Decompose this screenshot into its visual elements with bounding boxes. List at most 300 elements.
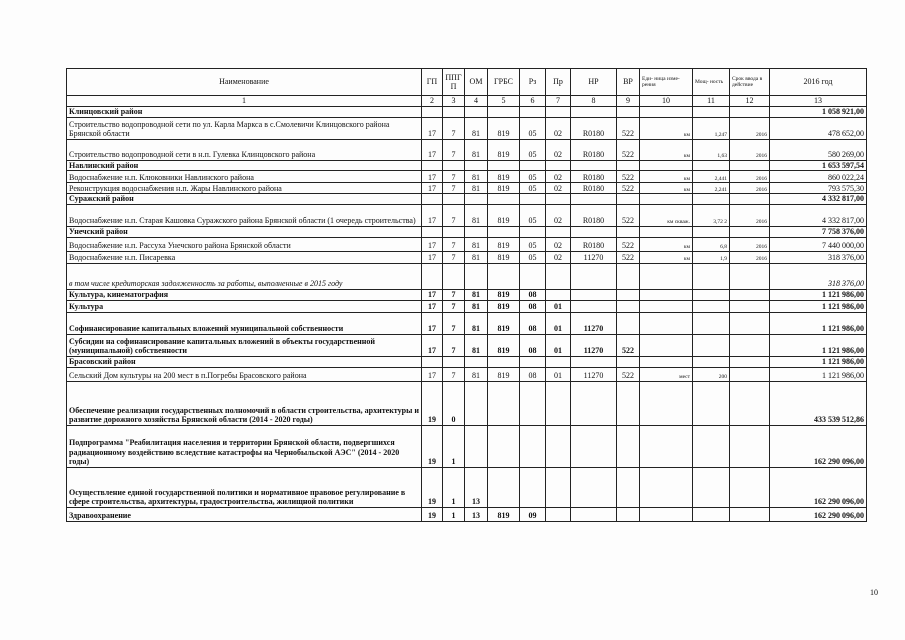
table-row [67,107,867,118]
page-number: 10 [870,588,878,597]
row-rz: 08 [520,289,546,300]
row-rz [520,263,546,289]
row-sum: 4 332 817,00 [770,204,867,226]
row-om: 13 [465,507,488,521]
row-term: 2016 [730,139,770,160]
row-gp: 17 [422,289,443,300]
row-ppgp: 7 [443,204,465,226]
header-ppgp: ППГ П [443,69,465,96]
row-capacity: 1,63 [693,139,730,160]
row-capacity [693,194,730,205]
row-om: 81 [465,367,488,381]
row-vr [617,300,640,312]
row-ppgp [443,263,465,289]
row-nr [571,425,617,467]
row-grbs: 819 [488,300,520,312]
row-grbs: 819 [488,171,520,183]
row-ppgp: 7 [443,117,465,139]
row-rz: 08 [520,367,546,381]
row-vr: 522 [617,367,640,381]
row-vr: 522 [617,139,640,160]
row-unit: км скваж. [640,204,693,226]
row-sum: 1 121 986,00 [770,367,867,381]
row-vr: 522 [617,251,640,263]
header-unit: Еди- ница изме- рения [640,69,693,96]
row-ppgp [443,226,465,237]
row-pr [546,467,571,507]
row-capacity [693,263,730,289]
row-capacity [693,312,730,334]
row-capacity: 3,72 2 [693,204,730,226]
row-nr [571,381,617,425]
row-vr [617,381,640,425]
table-row [67,237,867,251]
table-row [67,312,867,334]
row-grbs [488,194,520,205]
table-row [67,381,867,425]
row-unit [640,289,693,300]
row-om: 13 [465,467,488,507]
row-capacity [693,160,730,171]
row-pr [546,263,571,289]
row-grbs: 819 [488,312,520,334]
row-gp: 17 [422,139,443,160]
row-rz [520,381,546,425]
row-unit [640,381,693,425]
row-vr [617,160,640,171]
row-name: Водоснабжение н.п. Клюковники Навлинского района [67,171,422,183]
row-pr [546,226,571,237]
budget-table [66,68,867,522]
row-capacity: 6,8 [693,237,730,251]
table-row [67,467,867,507]
table-row [67,117,867,139]
row-nr [571,160,617,171]
row-pr: 02 [546,117,571,139]
row-grbs [488,425,520,467]
row-rz [520,194,546,205]
row-gp: 17 [422,171,443,183]
row-name: Водоснабжение н.п. Писаревка [67,251,422,263]
row-nr [571,467,617,507]
column-number: 7 [546,96,571,107]
row-rz [520,160,546,171]
row-ppgp: 7 [443,334,465,356]
row-capacity [693,507,730,521]
row-om [465,194,488,205]
row-grbs: 819 [488,117,520,139]
header-capacity: Мощ- ность [693,69,730,96]
row-unit: км [640,139,693,160]
row-sum: 162 290 096,00 [770,467,867,507]
row-nr [571,263,617,289]
row-name: Строительство водопроводной сети в н.п. Гулевка Клинцовского района [67,139,422,160]
row-ppgp: 1 [443,425,465,467]
row-name: Клинцовский район [67,107,422,118]
row-grbs: 819 [488,251,520,263]
row-capacity [693,381,730,425]
row-om [465,381,488,425]
row-om: 81 [465,300,488,312]
row-name: Навлинский район [67,160,422,171]
row-nr: R0180 [571,237,617,251]
row-name: Культура, кинематография [67,289,422,300]
row-gp [422,356,443,367]
row-om [465,425,488,467]
row-gp: 19 [422,425,443,467]
row-rz: 08 [520,312,546,334]
table-row [67,507,867,521]
row-term: 2016 [730,183,770,194]
row-term [730,425,770,467]
header-rz: Рз [520,69,546,96]
row-unit: км [640,117,693,139]
row-om: 81 [465,139,488,160]
row-term [730,107,770,118]
table-row [67,204,867,226]
column-number: 1 [67,96,422,107]
row-grbs [488,107,520,118]
row-gp: 17 [422,251,443,263]
table-row [67,289,867,300]
table-row [67,263,867,289]
row-nr: 11270 [571,312,617,334]
row-pr: 01 [546,334,571,356]
header-nr: НР [571,69,617,96]
row-rz: 08 [520,300,546,312]
row-grbs: 819 [488,334,520,356]
row-term [730,312,770,334]
row-om: 81 [465,171,488,183]
row-term [730,507,770,521]
row-vr: 522 [617,117,640,139]
row-vr: 522 [617,334,640,356]
column-number: 5 [488,96,520,107]
row-vr [617,107,640,118]
row-name: Строительство водопроводной сети по ул. Карла Маркса в с.Смолевичи Клинцовского района Брянской области [67,117,422,139]
row-pr: 02 [546,183,571,194]
row-gp: 17 [422,204,443,226]
row-ppgp: 7 [443,300,465,312]
row-om [465,263,488,289]
row-pr [546,381,571,425]
row-vr [617,226,640,237]
row-term [730,367,770,381]
row-vr: 522 [617,237,640,251]
row-nr [571,507,617,521]
row-pr: 01 [546,367,571,381]
row-term [730,194,770,205]
row-grbs: 819 [488,237,520,251]
row-unit [640,425,693,467]
row-vr [617,467,640,507]
row-name: Реконструкция водоснабжения н.п. Жары Навлинского района [67,183,422,194]
row-grbs [488,160,520,171]
header-gp: ГП [422,69,443,96]
row-nr [571,107,617,118]
row-om: 81 [465,117,488,139]
row-ppgp: 7 [443,171,465,183]
row-name: Водоснабжение н.п. Рассуха Унечского района Брянской области [67,237,422,251]
row-sum: 580 269,00 [770,139,867,160]
row-vr [617,356,640,367]
row-unit: км [640,171,693,183]
table-row [67,334,867,356]
row-name: Культура [67,300,422,312]
row-nr [571,289,617,300]
row-term: 2016 [730,117,770,139]
row-rz [520,356,546,367]
row-unit [640,300,693,312]
row-unit [640,160,693,171]
row-gp [422,226,443,237]
row-gp: 17 [422,237,443,251]
row-name: Брасовский район [67,356,422,367]
row-nr: 11270 [571,367,617,381]
row-om: 81 [465,334,488,356]
row-pr: 01 [546,312,571,334]
row-sum: 318 376,00 [770,263,867,289]
column-number: 6 [520,96,546,107]
row-nr: R0180 [571,183,617,194]
row-capacity: 1,9 [693,251,730,263]
row-gp: 19 [422,381,443,425]
row-gp [422,194,443,205]
row-nr: R0180 [571,171,617,183]
row-gp: 17 [422,367,443,381]
row-om: 81 [465,237,488,251]
column-number: 4 [465,96,488,107]
row-ppgp [443,160,465,171]
row-term: 2016 [730,237,770,251]
row-capacity [693,300,730,312]
row-sum: 1 058 921,00 [770,107,867,118]
row-ppgp: 7 [443,139,465,160]
row-term [730,381,770,425]
row-sum: 433 539 512,86 [770,381,867,425]
row-term [730,289,770,300]
row-pr [546,289,571,300]
row-sum: 7 440 000,00 [770,237,867,251]
column-numbers-row [67,96,867,107]
header-row [67,69,867,96]
row-ppgp: 7 [443,367,465,381]
row-vr: 522 [617,171,640,183]
row-gp: 17 [422,117,443,139]
row-capacity: 2,241 [693,183,730,194]
row-term [730,356,770,367]
row-term: 2016 [730,204,770,226]
column-number: 12 [730,96,770,107]
row-pr: 02 [546,139,571,160]
row-unit [640,507,693,521]
row-name: Софинансирование капитальных вложений муниципальной собственности [67,312,422,334]
row-vr [617,289,640,300]
row-name: Суражский район [67,194,422,205]
row-nr [571,300,617,312]
row-name: Сельский Дом культуры на 200 мест в п.Погребы Брасовского района [67,367,422,381]
row-sum: 4 332 817,00 [770,194,867,205]
row-pr: 02 [546,171,571,183]
row-capacity [693,425,730,467]
row-term [730,467,770,507]
row-unit: мест [640,367,693,381]
row-sum: 1 121 986,00 [770,334,867,356]
row-pr [546,160,571,171]
row-sum: 1 653 597,54 [770,160,867,171]
row-rz: 05 [520,171,546,183]
row-nr: R0180 [571,204,617,226]
row-sum: 318 376,00 [770,251,867,263]
table-row [67,139,867,160]
row-nr: R0180 [571,139,617,160]
table-row [67,160,867,171]
column-number: 8 [571,96,617,107]
row-ppgp: 7 [443,183,465,194]
row-grbs: 819 [488,204,520,226]
row-om [465,356,488,367]
row-nr: R0180 [571,117,617,139]
row-capacity [693,356,730,367]
row-unit [640,312,693,334]
table-row [67,425,867,467]
row-rz [520,107,546,118]
row-nr [571,194,617,205]
row-nr: 11270 [571,334,617,356]
row-gp: 17 [422,312,443,334]
row-om [465,160,488,171]
row-gp [422,263,443,289]
row-ppgp: 1 [443,507,465,521]
row-ppgp: 7 [443,312,465,334]
row-sum: 1 121 986,00 [770,356,867,367]
header-grbs: ГРБС [488,69,520,96]
row-unit [640,107,693,118]
row-grbs [488,263,520,289]
column-number: 9 [617,96,640,107]
row-unit [640,467,693,507]
row-sum: 1 121 986,00 [770,312,867,334]
row-vr: 522 [617,183,640,194]
row-vr [617,425,640,467]
row-rz: 05 [520,251,546,263]
row-capacity: 2,441 [693,171,730,183]
row-gp: 19 [422,467,443,507]
row-name: Унечский район [67,226,422,237]
row-name: Здравоохранение [67,507,422,521]
row-om: 81 [465,204,488,226]
row-sum: 162 290 096,00 [770,425,867,467]
row-gp: 17 [422,334,443,356]
row-grbs: 819 [488,183,520,194]
row-rz: 05 [520,204,546,226]
row-rz [520,425,546,467]
row-unit [640,356,693,367]
row-om: 81 [465,289,488,300]
table-row [67,300,867,312]
row-grbs [488,467,520,507]
row-ppgp: 7 [443,251,465,263]
row-grbs: 819 [488,289,520,300]
row-grbs: 819 [488,367,520,381]
row-term [730,300,770,312]
header-year: 2016 год [770,69,867,96]
row-term [730,226,770,237]
row-name: в том числе кредиторская задолженность за работы, выполненные в 2015 году [67,263,422,289]
row-capacity [693,226,730,237]
table-row [67,226,867,237]
row-term [730,160,770,171]
header-name: Наименование [67,69,422,96]
row-name: Субсидии на софинансирование капитальных вложений в объекты государственной (муниципальной) собственности [67,334,422,356]
row-sum: 1 121 986,00 [770,289,867,300]
column-number: 2 [422,96,443,107]
header-om: ОМ [465,69,488,96]
row-unit [640,334,693,356]
row-sum: 860 022,24 [770,171,867,183]
row-om: 81 [465,312,488,334]
row-name: Обеспечение реализации государственных полномочий в области строительства, архитектуры и развитие дорожного хозяйства Брянской области (2014 - 2020 годы) [67,381,422,425]
row-name: Водоснабжение н.п. Старая Кашовка Суражского района Брянской области (1 очередь строительства) [67,204,422,226]
row-pr [546,107,571,118]
header-pr: Пр [546,69,571,96]
row-unit [640,226,693,237]
row-capacity: 1,247 [693,117,730,139]
row-vr: 522 [617,204,640,226]
row-sum: 7 758 376,00 [770,226,867,237]
row-capacity [693,334,730,356]
table-row [67,356,867,367]
row-vr [617,263,640,289]
column-number: 10 [640,96,693,107]
row-nr [571,226,617,237]
row-term: 2016 [730,251,770,263]
row-sum: 162 290 096,00 [770,507,867,521]
row-sum: 478 652,00 [770,117,867,139]
row-rz: 05 [520,117,546,139]
row-rz [520,467,546,507]
row-unit [640,194,693,205]
row-ppgp [443,356,465,367]
row-ppgp: 1 [443,467,465,507]
row-rz: 05 [520,139,546,160]
row-grbs [488,356,520,367]
row-vr [617,507,640,521]
row-rz [520,226,546,237]
row-pr [546,507,571,521]
column-number: 11 [693,96,730,107]
table-row [67,171,867,183]
row-unit: км [640,183,693,194]
row-term: 2016 [730,171,770,183]
row-term [730,334,770,356]
row-nr: 11270 [571,251,617,263]
row-pr: 02 [546,251,571,263]
header-term: Срок ввода в действие [730,69,770,96]
table-row [67,183,867,194]
row-vr [617,194,640,205]
row-capacity [693,107,730,118]
column-number: 3 [443,96,465,107]
row-sum: 1 121 986,00 [770,300,867,312]
row-gp: 17 [422,300,443,312]
row-gp: 19 [422,507,443,521]
row-capacity [693,467,730,507]
row-gp [422,107,443,118]
row-ppgp: 0 [443,381,465,425]
row-om [465,226,488,237]
row-grbs [488,226,520,237]
